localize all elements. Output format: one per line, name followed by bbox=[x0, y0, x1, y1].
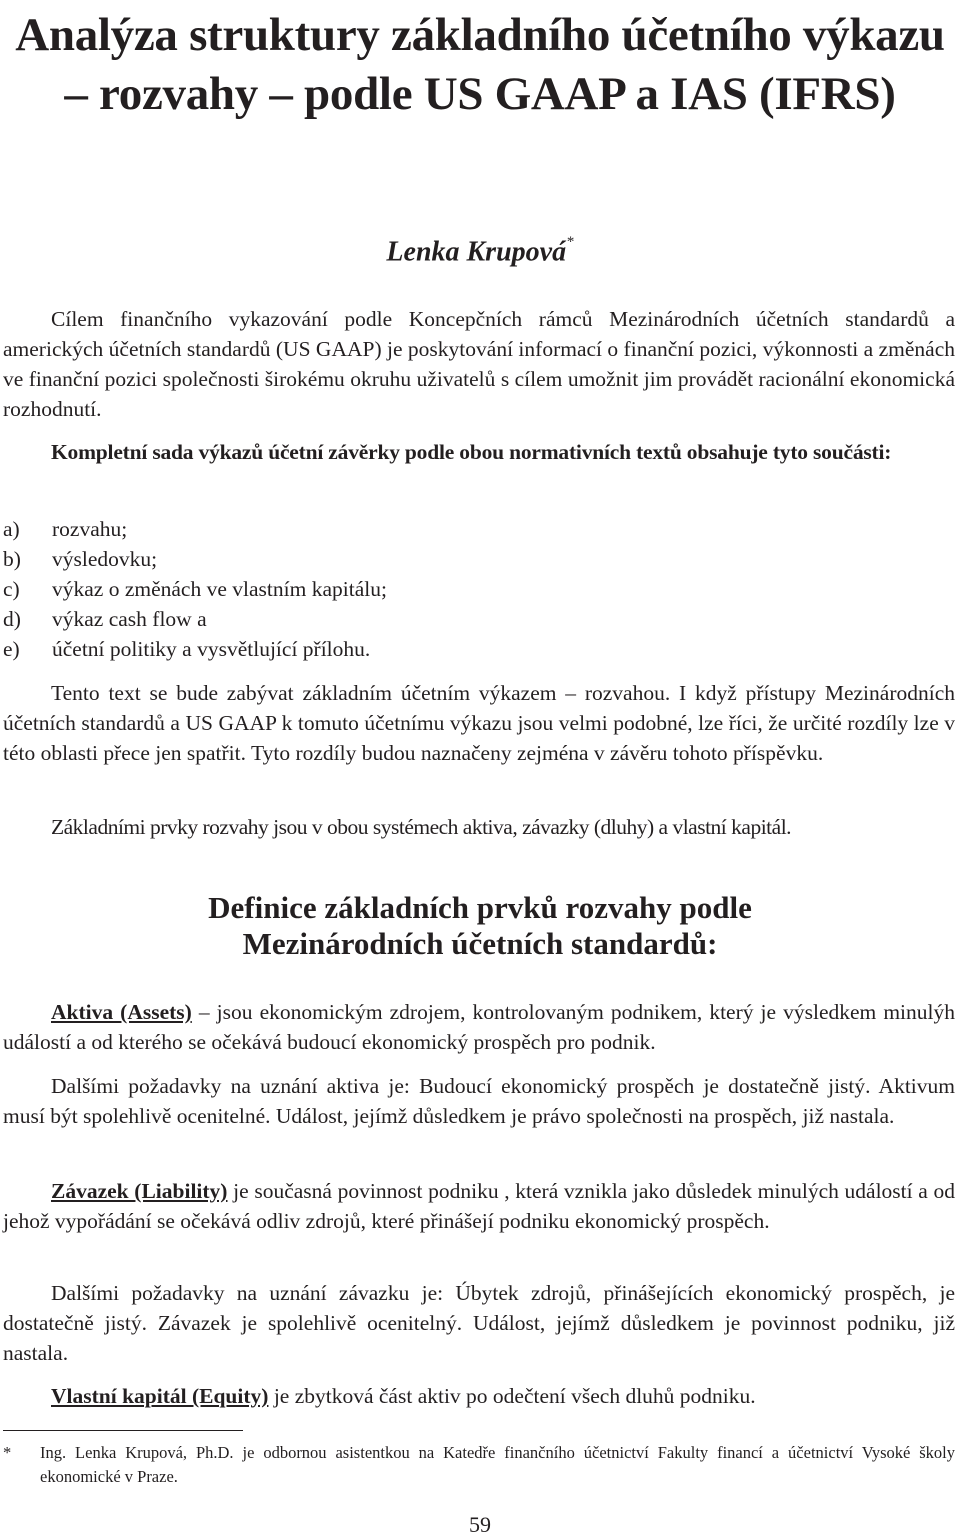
components-list bbox=[3, 514, 903, 664]
author-name: Lenka Krupová bbox=[386, 236, 567, 268]
list-item bbox=[3, 574, 903, 604]
liability-definition-text: je současná povinnost podniku , která vznikla jako důsledek minulých událostí a od jehož vypořádání se očekává odliv zdrojů, které přinášejí podniku ekonomický prospěch. bbox=[3, 1179, 955, 1233]
author-line bbox=[0, 228, 960, 270]
list-item bbox=[3, 514, 903, 544]
assets-definition bbox=[3, 997, 955, 1057]
page-number: 59 bbox=[469, 1512, 491, 1537]
equity-definition bbox=[3, 1381, 955, 1411]
article-title: Analýza struktury základního účetního výkazu – rozvahy – podle US GAAP a IAS (IFRS) bbox=[15, 9, 945, 120]
components-intro-text: Kompletní sada výkazů účetní závěrky podle obou normativních textů obsahuje tyto součásti: bbox=[51, 440, 892, 464]
balance-sheet-text: Tento text se bude zabývat základním účetním výkazem – rozvahou. I když přístupy Mezinárodních účetních standardů a US GAAP k tomuto účetnímu výkazu jsou velmi podobné, lze říci, že určité rozdíly lze v této oblasti přece jen spatřit. Tyto rozdíly budou naznačeny zejména v závěru tohoto příspěvku. bbox=[3, 681, 955, 765]
liability-definition bbox=[3, 1176, 955, 1236]
list-marker: d) bbox=[3, 607, 21, 631]
list-item bbox=[3, 544, 903, 574]
equity-term: Vlastní kapitál (Equity) bbox=[51, 1384, 269, 1408]
equity-definition-text: je zbytková část aktiv po odečtení všech dluhů podniku. bbox=[268, 1384, 756, 1408]
section-heading-line-2: Mezinárodních účetních standardů: bbox=[242, 926, 718, 961]
author-footnote-mark: * bbox=[566, 234, 574, 250]
intro-text: Cílem finančního vykazování podle Koncepčních rámců Mezinárodních účetních standardů a amerických účetních standardů (US GAAP) je poskytování informací o finanční pozici, výkonnosti a změnách ve finanční pozici společnosti širokému okruhu uživatelů s cílem umožnit jim provádět racionální ekonomická rozhodnutí. bbox=[3, 307, 955, 421]
elements-paragraph bbox=[3, 812, 955, 842]
footnote-text: Ing. Lenka Krupová, Ph.D. je odbornou asistentkou na Katedře finančního účetnictví Fakulty financí a účetnictví Vysoké školy ekonomické v Praze. bbox=[40, 1443, 955, 1486]
balance-sheet-paragraph bbox=[3, 678, 955, 768]
elements-text: Základními prvky rozvahy jsou v obou systémech aktiva, závazky (dluhy) a vlastní kapitál. bbox=[51, 815, 792, 839]
list-marker: e) bbox=[3, 637, 20, 661]
assets-requirements bbox=[3, 1071, 955, 1131]
list-item bbox=[3, 604, 903, 634]
list-item-text: účetní politiky a vysvětlující přílohu. bbox=[52, 637, 371, 661]
liability-requirements-text: Dalšími požadavky na uznání závazku je: Úbytek zdrojů, přinášejících ekonomický prospěch, je dostatečně jistý. Závazek je spolehlivě ocenitelný. Událost, jejímž důsledkem je povinnost podniku, již nastala. bbox=[3, 1281, 955, 1365]
assets-requirements-text: Dalšími požadavky na uznání aktiva je: Budoucí ekonomický prospěch je dostatečně jistý. Aktivum musí být spolehlivě ocenitelné. Událost, jejímž důsledkem je právo společnosti na prospěch, již nastala. bbox=[3, 1074, 955, 1128]
components-intro-paragraph bbox=[3, 437, 955, 467]
list-marker: b) bbox=[3, 547, 21, 571]
intro-paragraph bbox=[3, 304, 955, 424]
list-item bbox=[3, 634, 903, 664]
liability-requirements bbox=[3, 1278, 955, 1368]
list-marker: a) bbox=[3, 517, 20, 541]
list-item-text: výsledovku; bbox=[52, 547, 158, 571]
list-item-text: rozvahu; bbox=[52, 517, 128, 541]
footnote-mark: * bbox=[3, 1443, 12, 1462]
assets-definition-text: – jsou ekonomickým zdrojem, kontrolovaným podnikem, který je výsledkem minulýh událostí a od kterého se očekává budoucí ekonomický prospěch pro podnik. bbox=[3, 1000, 955, 1054]
list-item-text: výkaz o změnách ve vlastním kapitálu; bbox=[52, 577, 387, 601]
list-item-text: výkaz cash flow a bbox=[52, 607, 207, 631]
footnote-divider bbox=[3, 1430, 243, 1431]
section-heading bbox=[0, 890, 960, 962]
liability-term: Závazek (Liability) bbox=[51, 1179, 228, 1203]
section-heading-line-1: Definice základních prvků rozvahy podle bbox=[208, 890, 752, 925]
footnote bbox=[3, 1441, 955, 1489]
assets-term: Aktiva (Assets) bbox=[51, 1000, 192, 1024]
list-marker: c) bbox=[3, 577, 20, 601]
